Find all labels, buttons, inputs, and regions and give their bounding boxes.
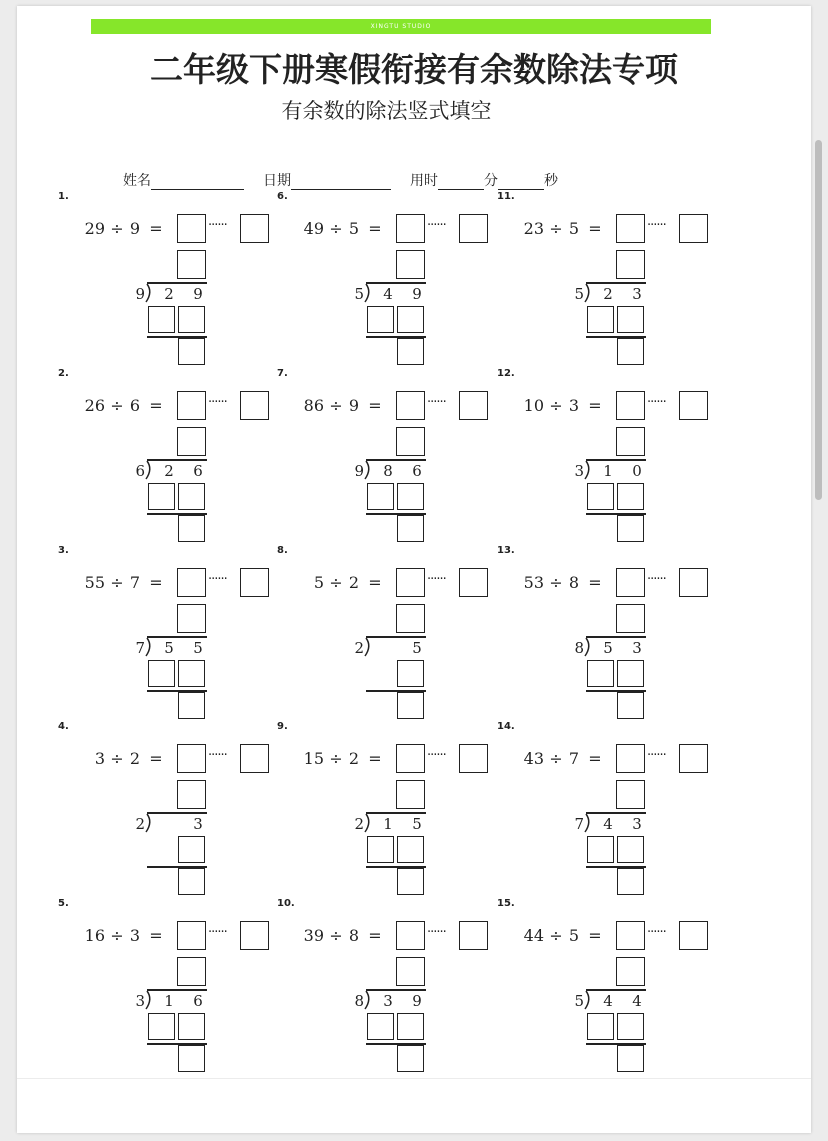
problem-number: 10. xyxy=(277,898,295,909)
quotient-answer-box[interactable] xyxy=(177,214,206,243)
division-bracket xyxy=(364,636,374,658)
division-bar xyxy=(586,636,646,638)
remainder-dots: ······ xyxy=(427,748,446,763)
product-tens-box[interactable] xyxy=(148,660,175,687)
division-bracket xyxy=(584,636,594,658)
page-title: 二年级下册寒假衔接有余数除法专项 xyxy=(150,50,678,89)
remainder-answer-box[interactable] xyxy=(679,214,708,243)
remainder-dots: ······ xyxy=(647,925,666,940)
vertical-quotient-box[interactable] xyxy=(396,957,425,986)
dividend-text: 53 xyxy=(523,573,544,592)
problem-number: 2. xyxy=(58,368,69,379)
dividend-tens-digit: 2 xyxy=(164,462,174,480)
date-field[interactable] xyxy=(263,170,391,190)
product-tens-box[interactable] xyxy=(367,306,394,333)
quotient-answer-box[interactable] xyxy=(396,214,425,243)
seconds-blank[interactable] xyxy=(498,175,544,190)
divisor-text: 5 xyxy=(348,219,360,238)
divisor-text: 2 xyxy=(348,573,360,592)
vertical-remainder-box[interactable] xyxy=(178,1045,205,1072)
quotient-answer-box[interactable] xyxy=(396,744,425,773)
vertical-divisor: 8 xyxy=(354,992,364,1010)
name-field[interactable] xyxy=(123,170,244,190)
dividend-ones-digit: 6 xyxy=(193,462,203,480)
division-bar xyxy=(366,989,426,991)
equals-sign: = xyxy=(149,219,163,238)
divisor-text: 6 xyxy=(129,396,141,415)
divisor-text: 3 xyxy=(568,396,580,415)
remainder-dots: ······ xyxy=(647,218,666,233)
divide-sign: ÷ xyxy=(329,396,343,415)
equals-sign: = xyxy=(149,396,163,415)
division-bracket xyxy=(364,812,374,834)
dividend-text: 23 xyxy=(523,219,544,238)
dividend-ones-digit: 6 xyxy=(193,992,203,1010)
quotient-answer-box[interactable] xyxy=(396,568,425,597)
divisor-text: 3 xyxy=(129,926,141,945)
remainder-dots: ······ xyxy=(208,572,227,587)
time-field[interactable] xyxy=(410,170,558,190)
divide-sign: ÷ xyxy=(110,396,124,415)
divide-sign: ÷ xyxy=(110,573,124,592)
dividend-ones-digit: 9 xyxy=(412,992,422,1010)
scrollbar[interactable] xyxy=(815,140,822,500)
name-label: 姓名 xyxy=(123,173,151,189)
dividend-text: 44 xyxy=(523,926,544,945)
date-label: 日期 xyxy=(263,173,291,189)
equals-sign: = xyxy=(368,749,382,768)
dividend-tens-digit: 1 xyxy=(164,992,174,1010)
vertical-divisor: 6 xyxy=(135,462,145,480)
dividend-ones-digit: 3 xyxy=(193,815,203,833)
vertical-remainder-box[interactable] xyxy=(617,692,644,719)
vertical-remainder-box[interactable] xyxy=(178,515,205,542)
remainder-answer-box[interactable] xyxy=(459,921,488,950)
product-tens-box[interactable] xyxy=(367,483,394,510)
vertical-remainder-box[interactable] xyxy=(397,692,424,719)
vertical-divisor: 5 xyxy=(574,285,584,303)
remainder-answer-box[interactable] xyxy=(679,744,708,773)
problem-number: 12. xyxy=(497,368,515,379)
dividend-ones-digit: 3 xyxy=(632,815,642,833)
quotient-answer-box[interactable] xyxy=(616,921,645,950)
division-bracket xyxy=(145,459,155,481)
vertical-quotient-box[interactable] xyxy=(396,427,425,456)
equals-sign: = xyxy=(588,219,602,238)
dividend-tens-digit: 4 xyxy=(383,285,393,303)
divisor-text: 9 xyxy=(129,219,141,238)
vertical-remainder-box[interactable] xyxy=(397,515,424,542)
division-bar xyxy=(586,812,646,814)
division-bar xyxy=(366,459,426,461)
division-bracket xyxy=(145,989,155,1011)
remainder-answer-box[interactable] xyxy=(240,568,269,597)
vertical-remainder-box[interactable] xyxy=(178,338,205,365)
remainder-answer-box[interactable] xyxy=(679,568,708,597)
remainder-dots: ······ xyxy=(427,925,446,940)
vertical-quotient-box[interactable] xyxy=(177,250,206,279)
equals-sign: = xyxy=(588,396,602,415)
remainder-dots: ······ xyxy=(208,925,227,940)
equals-sign: = xyxy=(588,573,602,592)
vertical-divisor: 5 xyxy=(354,285,364,303)
division-bar xyxy=(366,282,426,284)
dividend-ones-digit: 3 xyxy=(632,285,642,303)
product-ones-box[interactable] xyxy=(178,660,205,687)
product-ones-box[interactable] xyxy=(178,483,205,510)
dividend-ones-digit: 6 xyxy=(412,462,422,480)
division-bar xyxy=(586,989,646,991)
dividend-ones-digit: 0 xyxy=(632,462,642,480)
product-tens-box[interactable] xyxy=(148,483,175,510)
page-divider xyxy=(17,1078,811,1079)
divide-sign: ÷ xyxy=(329,926,343,945)
remainder-dots: ······ xyxy=(427,572,446,587)
minutes-label: 分 xyxy=(484,173,498,189)
remainder-dots: ······ xyxy=(208,218,227,233)
divide-sign: ÷ xyxy=(110,749,124,768)
remainder-dots: ······ xyxy=(647,572,666,587)
equals-sign: = xyxy=(149,749,163,768)
vertical-divisor: 3 xyxy=(135,992,145,1010)
dividend-text: 10 xyxy=(523,396,544,415)
vertical-divisor: 2 xyxy=(135,815,145,833)
dividend-text: 86 xyxy=(303,396,324,415)
division-bracket xyxy=(584,989,594,1011)
division-bracket xyxy=(584,282,594,304)
minutes-blank[interactable] xyxy=(438,175,484,190)
remainder-answer-box[interactable] xyxy=(240,214,269,243)
quotient-answer-box[interactable] xyxy=(177,391,206,420)
remainder-answer-box[interactable] xyxy=(240,744,269,773)
dividend-text: 15 xyxy=(303,749,324,768)
equals-sign: = xyxy=(368,573,382,592)
problem-number: 5. xyxy=(58,898,69,909)
divisor-text: 8 xyxy=(568,573,580,592)
remainder-answer-box[interactable] xyxy=(459,744,488,773)
divisor-text: 7 xyxy=(129,573,141,592)
division-bar xyxy=(586,282,646,284)
divide-sign: ÷ xyxy=(329,573,343,592)
division-bar xyxy=(366,636,426,638)
product-tens-box[interactable] xyxy=(587,483,614,510)
division-bar xyxy=(147,282,207,284)
divisor-text: 8 xyxy=(348,926,360,945)
remainder-answer-box[interactable] xyxy=(459,568,488,597)
divisor-text: 7 xyxy=(568,749,580,768)
dividend-tens-digit: 1 xyxy=(383,815,393,833)
product-ones-box[interactable] xyxy=(617,660,644,687)
divide-sign: ÷ xyxy=(549,573,563,592)
dividend-text: 39 xyxy=(303,926,324,945)
dividend-ones-digit: 9 xyxy=(412,285,422,303)
product-ones-box[interactable] xyxy=(617,306,644,333)
divide-sign: ÷ xyxy=(329,219,343,238)
dividend-text: 26 xyxy=(84,396,105,415)
equals-sign: = xyxy=(588,926,602,945)
vertical-remainder-box[interactable] xyxy=(178,868,205,895)
quotient-answer-box[interactable] xyxy=(396,921,425,950)
dividend-tens-digit: 8 xyxy=(383,462,393,480)
division-bar xyxy=(147,812,207,814)
remainder-dots: ······ xyxy=(208,395,227,410)
quotient-answer-box[interactable] xyxy=(616,744,645,773)
dividend-ones-digit: 5 xyxy=(193,639,203,657)
divide-sign: ÷ xyxy=(110,926,124,945)
dividend-ones-digit: 4 xyxy=(632,992,642,1010)
division-bracket xyxy=(145,812,155,834)
division-bar xyxy=(586,459,646,461)
product-tens-box[interactable] xyxy=(148,1013,175,1040)
vertical-remainder-box[interactable] xyxy=(397,338,424,365)
problem-number: 3. xyxy=(58,545,69,556)
page-subtitle: 有余数的除法竖式填空 xyxy=(281,99,492,123)
equals-sign: = xyxy=(368,219,382,238)
divide-sign: ÷ xyxy=(549,926,563,945)
dividend-text: 49 xyxy=(303,219,324,238)
dividend-tens-digit: 2 xyxy=(164,285,174,303)
division-bar xyxy=(147,636,207,638)
dividend-tens-digit: 2 xyxy=(603,285,613,303)
problem-number: 11. xyxy=(497,191,515,202)
vertical-remainder-box[interactable] xyxy=(617,515,644,542)
quotient-answer-box[interactable] xyxy=(616,391,645,420)
vertical-quotient-box[interactable] xyxy=(396,780,425,809)
vertical-divisor: 3 xyxy=(574,462,584,480)
vertical-quotient-box[interactable] xyxy=(396,250,425,279)
problem-number: 8. xyxy=(277,545,288,556)
dividend-tens-digit: 4 xyxy=(603,992,613,1010)
divide-sign: ÷ xyxy=(549,219,563,238)
problem-number: 14. xyxy=(497,721,515,732)
remainder-dots: ······ xyxy=(427,218,446,233)
equals-sign: = xyxy=(149,926,163,945)
product-ones-box[interactable] xyxy=(617,1013,644,1040)
product-ones-box[interactable] xyxy=(617,483,644,510)
equals-sign: = xyxy=(588,749,602,768)
division-bracket xyxy=(364,989,374,1011)
vertical-quotient-box[interactable] xyxy=(616,427,645,456)
division-bracket xyxy=(145,282,155,304)
problem-number: 7. xyxy=(277,368,288,379)
remainder-answer-box[interactable] xyxy=(679,921,708,950)
problem-number: 1. xyxy=(58,191,69,202)
equals-sign: = xyxy=(368,396,382,415)
dividend-ones-digit: 5 xyxy=(412,815,422,833)
quotient-answer-box[interactable] xyxy=(396,391,425,420)
dividend-tens-digit: 1 xyxy=(603,462,613,480)
quotient-answer-box[interactable] xyxy=(616,568,645,597)
vertical-quotient-box[interactable] xyxy=(177,957,206,986)
vertical-quotient-box[interactable] xyxy=(396,604,425,633)
product-tens-box[interactable] xyxy=(587,660,614,687)
vertical-quotient-box[interactable] xyxy=(177,427,206,456)
vertical-divisor: 9 xyxy=(135,285,145,303)
studio-banner: XINGTU STUDIO xyxy=(91,19,711,34)
divide-sign: ÷ xyxy=(110,219,124,238)
product-tens-box[interactable] xyxy=(587,1013,614,1040)
dividend-tens-digit: 4 xyxy=(603,815,613,833)
product-ones-box[interactable] xyxy=(178,306,205,333)
dividend-tens-digit: 5 xyxy=(603,639,613,657)
dividend-text: 29 xyxy=(84,219,105,238)
vertical-remainder-box[interactable] xyxy=(397,868,424,895)
vertical-divisor: 8 xyxy=(574,639,584,657)
dividend-text: 43 xyxy=(523,749,544,768)
product-tens-box[interactable] xyxy=(587,836,614,863)
remainder-answer-box[interactable] xyxy=(679,391,708,420)
product-ones-box[interactable] xyxy=(397,1013,424,1040)
remainder-dots: ······ xyxy=(647,748,666,763)
remainder-answer-box[interactable] xyxy=(240,921,269,950)
remainder-answer-box[interactable] xyxy=(240,391,269,420)
vertical-quotient-box[interactable] xyxy=(177,604,206,633)
product-ones-box[interactable] xyxy=(397,483,424,510)
dividend-tens-digit: 5 xyxy=(164,639,174,657)
divisor-text: 2 xyxy=(348,749,360,768)
vertical-divisor: 7 xyxy=(574,815,584,833)
vertical-quotient-box[interactable] xyxy=(616,604,645,633)
product-ones-box[interactable] xyxy=(397,306,424,333)
vertical-quotient-box[interactable] xyxy=(616,250,645,279)
problem-number: 9. xyxy=(277,721,288,732)
product-tens-box[interactable] xyxy=(587,306,614,333)
vertical-quotient-box[interactable] xyxy=(616,780,645,809)
equals-sign: = xyxy=(149,573,163,592)
dividend-text: 16 xyxy=(84,926,105,945)
time-label: 用时 xyxy=(410,173,438,189)
vertical-remainder-box[interactable] xyxy=(178,692,205,719)
divisor-text: 5 xyxy=(568,926,580,945)
vertical-divisor: 9 xyxy=(354,462,364,480)
divide-sign: ÷ xyxy=(549,396,563,415)
problem-number: 15. xyxy=(497,898,515,909)
product-ones-box[interactable] xyxy=(178,836,205,863)
dividend-text: 5 xyxy=(313,573,324,592)
dividend-tens-digit: 3 xyxy=(383,992,393,1010)
quotient-answer-box[interactable] xyxy=(177,568,206,597)
dividend-ones-digit: 3 xyxy=(632,639,642,657)
vertical-remainder-box[interactable] xyxy=(617,868,644,895)
divide-sign: ÷ xyxy=(329,749,343,768)
dividend-text: 3 xyxy=(94,749,105,768)
division-bracket xyxy=(364,459,374,481)
dividend-ones-digit: 9 xyxy=(193,285,203,303)
seconds-label: 秒 xyxy=(544,173,558,189)
remainder-answer-box[interactable] xyxy=(459,391,488,420)
dividend-ones-digit: 5 xyxy=(412,639,422,657)
product-ones-box[interactable] xyxy=(617,836,644,863)
vertical-divisor: 2 xyxy=(354,639,364,657)
product-ones-box[interactable] xyxy=(178,1013,205,1040)
vertical-divisor: 7 xyxy=(135,639,145,657)
division-bar xyxy=(147,989,207,991)
vertical-remainder-box[interactable] xyxy=(617,338,644,365)
divisor-text: 2 xyxy=(129,749,141,768)
division-bracket xyxy=(364,282,374,304)
vertical-divisor: 5 xyxy=(574,992,584,1010)
division-bracket xyxy=(584,459,594,481)
quotient-answer-box[interactable] xyxy=(616,214,645,243)
vertical-remainder-box[interactable] xyxy=(617,1045,644,1072)
vertical-quotient-box[interactable] xyxy=(177,780,206,809)
divide-sign: ÷ xyxy=(549,749,563,768)
division-bar xyxy=(366,812,426,814)
product-tens-box[interactable] xyxy=(367,836,394,863)
division-bracket xyxy=(584,812,594,834)
product-ones-box[interactable] xyxy=(397,660,424,687)
vertical-divisor: 2 xyxy=(354,815,364,833)
remainder-dots: ······ xyxy=(208,748,227,763)
remainder-dots: ······ xyxy=(427,395,446,410)
remainder-answer-box[interactable] xyxy=(459,214,488,243)
product-tens-box[interactable] xyxy=(367,1013,394,1040)
remainder-dots: ······ xyxy=(647,395,666,410)
division-bar xyxy=(147,459,207,461)
quotient-answer-box[interactable] xyxy=(177,744,206,773)
product-tens-box[interactable] xyxy=(148,306,175,333)
product-ones-box[interactable] xyxy=(397,836,424,863)
vertical-quotient-box[interactable] xyxy=(616,957,645,986)
problem-number: 4. xyxy=(58,721,69,732)
date-blank[interactable] xyxy=(291,175,391,190)
division-bracket xyxy=(145,636,155,658)
vertical-remainder-box[interactable] xyxy=(397,1045,424,1072)
quotient-answer-box[interactable] xyxy=(177,921,206,950)
name-blank[interactable] xyxy=(151,175,244,190)
problem-number: 13. xyxy=(497,545,515,556)
problem-number: 6. xyxy=(277,191,288,202)
divisor-text: 9 xyxy=(348,396,360,415)
divisor-text: 5 xyxy=(568,219,580,238)
equals-sign: = xyxy=(368,926,382,945)
dividend-text: 55 xyxy=(84,573,105,592)
